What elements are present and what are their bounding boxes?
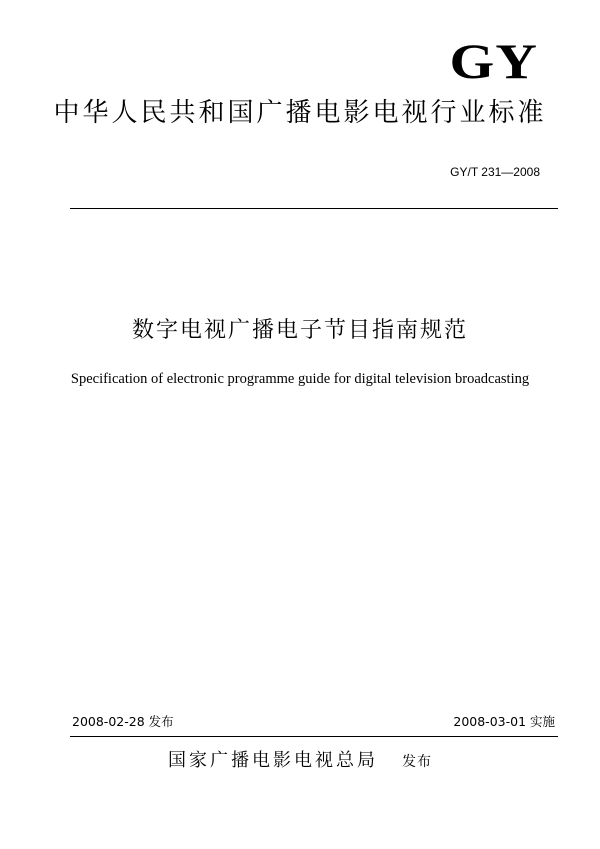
bottom-divider [70, 736, 558, 737]
document-title-chinese: 数字电视广播电子节目指南规范 [131, 318, 468, 343]
document-title-english: Specification of electronic programme guide for digital television broadcasting [70, 371, 530, 387]
implementation-date: 2008-03-01 实施 [453, 714, 555, 729]
issue-date: 2008-02-28 发布 [72, 714, 174, 729]
top-divider [70, 208, 558, 209]
organization-title: 中华人民共和国广播电影电视行业标准 [53, 98, 547, 128]
issuer-row [0, 752, 600, 770]
standard-number: GY/T 231—2008 [450, 165, 540, 179]
issuing-authority: 国家广播电影电视总局 [168, 750, 378, 771]
standard-logo: GY [449, 33, 538, 89]
issuer-action-label: 发布 [402, 754, 432, 770]
